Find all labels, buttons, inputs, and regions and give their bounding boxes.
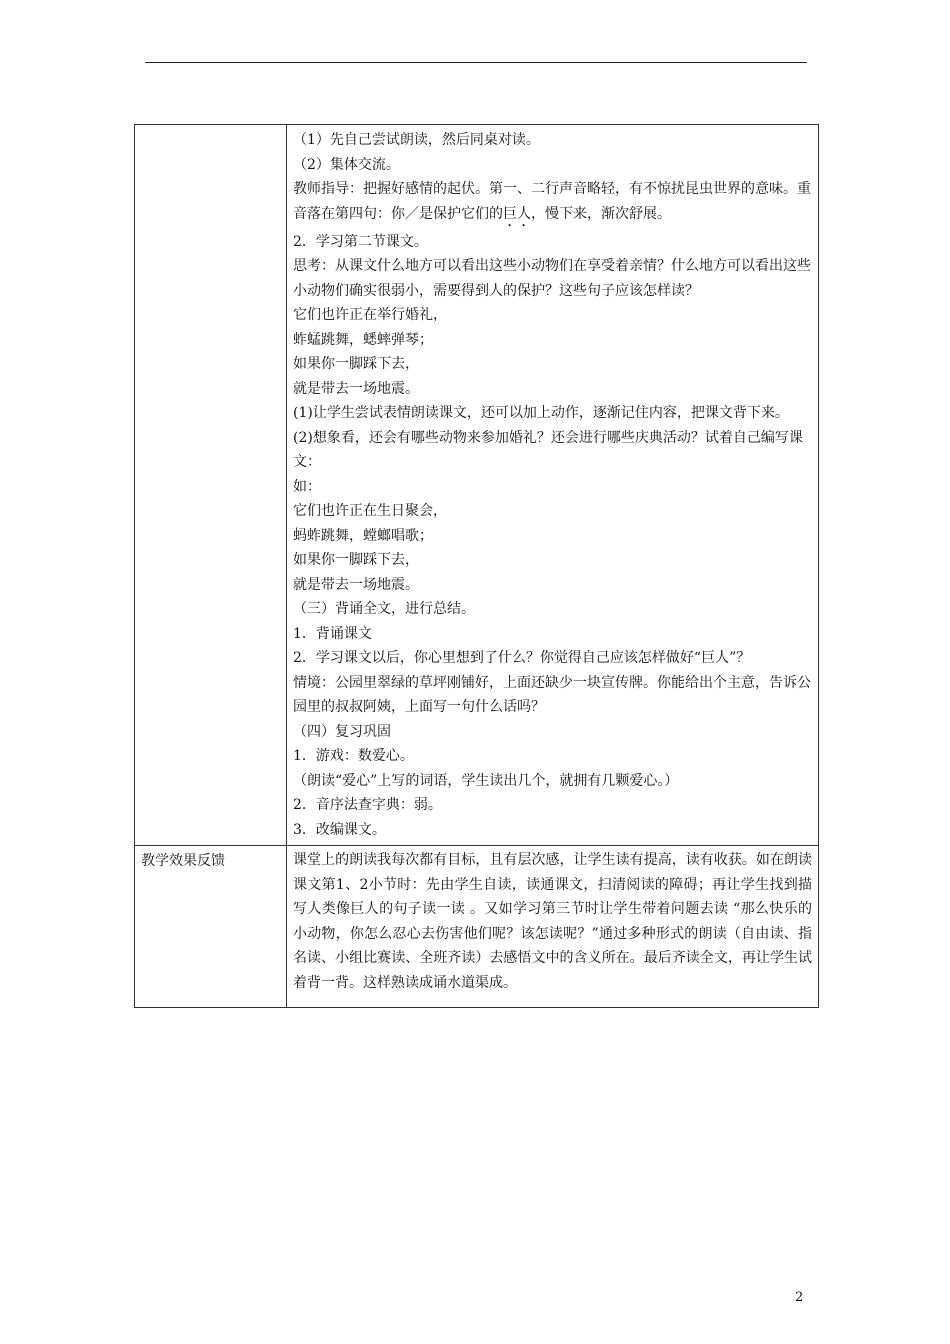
poem-line: 蚂蚱跳舞，螳螂唱歌； (293, 527, 433, 544)
poem-line: 就是带去一场地震。 (293, 380, 419, 397)
table-row (135, 846, 819, 1008)
step-line (293, 177, 812, 230)
step-line: (1)让学生尝试表情朗读课文，还可以加上动作，逐渐记住内容，把课文背下来。 (293, 405, 789, 421)
emphasized-word: 巨人 (503, 205, 531, 222)
step-line: 2．学习第二节课文。 (293, 233, 428, 250)
step-line: 1．游戏：数爱心。 (293, 748, 414, 764)
lesson-steps-cell (287, 125, 819, 846)
page-number: 2 (795, 1290, 804, 1305)
header-rule (145, 62, 807, 63)
feedback-text: 课堂上的朗读我每次都有目标，且有层次感，让学生读有提高，读有收获。如在朗读课文第1、2小节时：先由学生自读，读通课文，扫清阅读的障碍；再让学生找到描写人类像巨人的句子读一读 。又如学习第三节时让学生带着问题去读 “那么快乐的小动物，你怎么忍心去伤害他们呢？该怎读呢？”通过多种形式的朗读（自由读、指名读、小组比赛读、全班齐读）去感悟文中的含义所在。最后齐读全文，再让学生试着背一背。这样熟读成诵水道渠成。 (287, 846, 819, 1008)
step-line: 情境：公园里翠绿的草坪刚铺好，上面还缺少一块宣传牌。你能给出个主意，告诉公园里的叔叔阿姨，上面写一句什么话吗？ (293, 674, 811, 715)
step-line: 如： (293, 478, 321, 495)
poem-line: 它们也许正在举行婚礼， (293, 307, 447, 323)
table-row (135, 125, 819, 846)
poem-line: 它们也许正在生日聚会， (293, 503, 447, 519)
lesson-plan-table (134, 124, 819, 1008)
step-line: （2）集体交流。 (293, 156, 400, 173)
step-line: 3．改编课文。 (293, 821, 386, 838)
step-line: (2)想象看，还会有哪些动物来参加婚礼？还会进行哪些庆典活动？试着自己编写课文： (293, 429, 803, 470)
poem-line: 就是带去一场地震。 (293, 576, 419, 593)
section-heading: （四）复习巩固 (293, 723, 391, 740)
step-text: ，慢下来，渐次舒展。 (531, 205, 671, 222)
step-line: （朗读“爱心”上写的词语，学生读出几个，就拥有几颗爱心。） (293, 772, 679, 789)
section-heading: （三）背诵全文，进行总结。 (293, 601, 475, 617)
step-text: 教师指导：把握好感情的起伏。第一、二行声音略轻，有不惊扰昆虫世界的意味。重音落在第四句：你／是保护它们的 (293, 181, 811, 222)
step-line: 思考：从课文什么地方可以看出这些小动物们在享受着亲情？什么地方可以看出这些小动物们确实很弱小，需要得到人的保护？这些句子应该怎样读？ (293, 258, 811, 299)
step-line: 2．学习课文以后，你心里想到了什么？你觉得自己应该怎样做好“巨人”？ (293, 650, 751, 666)
poem-line: 如果你一脚踩下去， (293, 552, 419, 568)
empty-label-cell (135, 125, 287, 846)
step-line: 2．音序法查字典：弱。 (293, 797, 442, 813)
poem-line: 如果你一脚踩下去， (293, 356, 419, 372)
poem-line: 蚱蜢跳舞，蟋蟀弹琴； (293, 331, 433, 348)
step-line: 1．背诵课文 (293, 625, 372, 642)
feedback-label: 教学效果反馈 (135, 846, 287, 1008)
step-line: （1）先自己尝试朗读，然后同桌对读。 (293, 132, 540, 148)
